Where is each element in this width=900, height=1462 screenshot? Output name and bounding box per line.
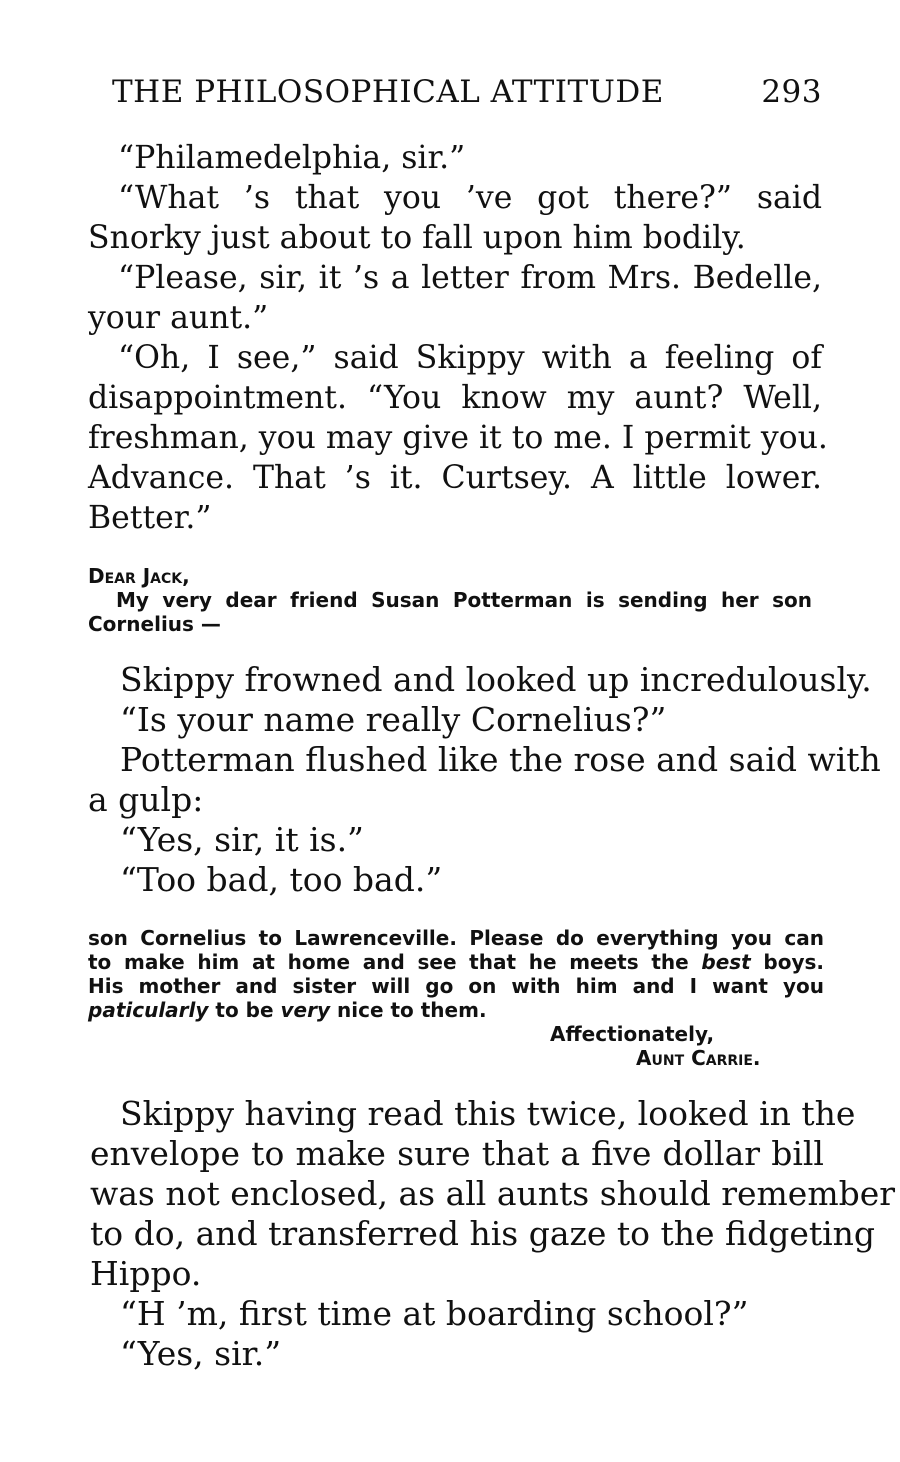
text-line: “Too bad, too bad.”	[120, 860, 443, 899]
text-line: “Philamedelphia, sir.”	[118, 140, 466, 176]
text-line: “Yes, sir, it is.”	[120, 820, 364, 859]
text-line: disappointment. “You know my aunt? Well,	[88, 380, 822, 416]
running-header	[112, 74, 822, 110]
emphasis: very	[280, 998, 331, 1022]
text-line: Snorky just about to fall upon him bodily.	[88, 220, 746, 256]
text-line: “Yes, sir.”	[120, 1334, 282, 1373]
text-line: envelope to make sure that a five dollar bill	[90, 1134, 824, 1173]
text-line: Potterman flushed like the rose and said with	[120, 740, 881, 779]
text-line: Skippy frowned and looked up incredulously.	[120, 660, 872, 699]
text-line: “H ’m, first time at boarding school?”	[120, 1294, 749, 1333]
letter-signature: Aunt Carrie.	[636, 1046, 761, 1070]
emphasis: paticularly	[88, 998, 209, 1022]
text-line: “Oh, I see,” said Skippy with a feeling of	[118, 340, 822, 376]
emphasis: best	[701, 950, 751, 974]
text-line: “What ’s that you ’ve got there?” said	[118, 180, 822, 216]
text-line: Better.”	[88, 500, 212, 536]
page-number: 293	[761, 74, 822, 110]
text-line: Skippy having read this twice, looked in the	[120, 1094, 856, 1133]
letter-line: His mother and sister will go on with him and I want you	[88, 974, 824, 998]
chapter-title: THE PHILOSOPHICAL ATTITUDE	[112, 74, 664, 110]
text-line: Advance. That ’s it. Curtsey. A little lower.	[88, 460, 822, 496]
letter-line: Cornelius —	[88, 612, 221, 636]
letter-closing: Affectionately,	[550, 1022, 715, 1046]
text-line: your aunt.”	[88, 300, 269, 336]
letter-line: paticularly to be very nice to them.	[88, 998, 487, 1022]
text-line: was not enclosed, as all aunts should remember	[90, 1174, 896, 1213]
letter-line: to make him at home and see that he meets the best boys.	[88, 950, 825, 974]
letter-salutation: Dear Jack,	[88, 564, 190, 588]
letter-line: son Cornelius to Lawrenceville. Please do everything you can	[88, 926, 824, 950]
text-line: Hippo.	[90, 1254, 202, 1293]
text-line: “Is your name really Cornelius?”	[120, 700, 667, 739]
text-line: freshman, you may give it to me. I permit you.	[88, 420, 828, 456]
text-line: a gulp:	[88, 780, 204, 819]
text-line: to do, and transferred his gaze to the fidgeting	[90, 1214, 876, 1253]
letter-line: My very dear friend Susan Potterman is sending her son	[116, 588, 812, 612]
text-line: “Please, sir, it ’s a letter from Mrs. Bedelle,	[118, 260, 822, 296]
